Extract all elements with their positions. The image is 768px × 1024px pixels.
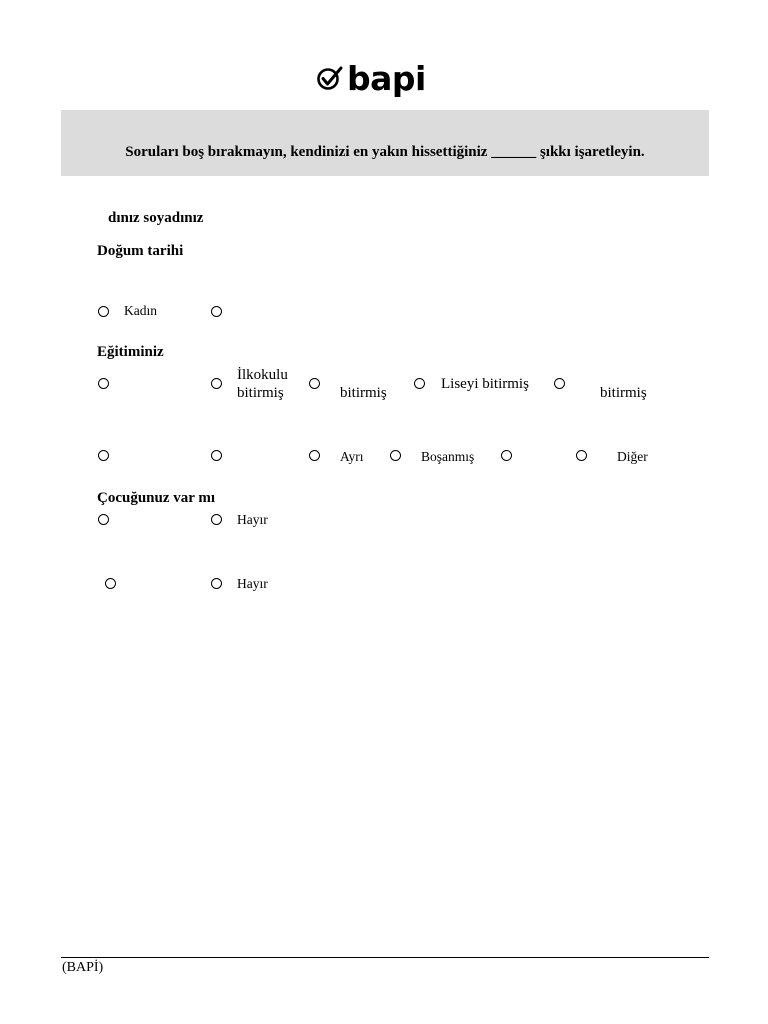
logo-text: bapi: [347, 58, 426, 98]
marital-option-6-label: Diğer: [617, 449, 648, 464]
children-no-label: Hayır: [237, 512, 268, 527]
marital-option-4-label: Boşanmış: [421, 449, 475, 464]
education-option-4-label: Liseyi bitirmiş: [441, 376, 529, 392]
education-label: Eğitiminiz: [97, 344, 164, 360]
education-option-2-line2: bitirmiş: [237, 385, 284, 401]
followup-no-radio[interactable]: [211, 578, 222, 589]
children-label: Çocuğunuz var mı: [97, 490, 216, 506]
name-label: dınız soyadınız: [108, 210, 204, 226]
check-circle-icon: [316, 64, 344, 92]
marital-radio-6[interactable]: [576, 450, 587, 461]
children-yes-radio[interactable]: [98, 514, 109, 525]
marital-radio-1[interactable]: [98, 450, 109, 461]
marital-radio-4[interactable]: [390, 450, 401, 461]
marital-radio-3[interactable]: [309, 450, 320, 461]
gender-radio-2[interactable]: [211, 306, 222, 317]
education-radio-5[interactable]: [554, 378, 565, 389]
education-option-3-label: bitirmiş: [340, 385, 387, 401]
education-radio-2[interactable]: [211, 378, 222, 389]
birth-date-label: Doğum tarihi: [97, 243, 184, 259]
footer-divider: [61, 957, 709, 958]
instruction-banner: [61, 110, 709, 176]
education-option-5-label: bitirmiş: [600, 385, 647, 401]
gender-option-1-label: Kadın: [124, 303, 157, 318]
education-radio-3[interactable]: [309, 378, 320, 389]
instruction-text: Soruları boş bırakmayın, kendinizi en yakın hissettiğiniz ______ şıkkı işaretleyin.: [125, 144, 645, 160]
footer-text: (BAPİ): [62, 960, 104, 975]
followup-yes-radio[interactable]: [105, 578, 116, 589]
education-option-2-line1: İlkokulu: [237, 367, 288, 383]
education-radio-1[interactable]: [98, 378, 109, 389]
marital-radio-2[interactable]: [211, 450, 222, 461]
gender-radio-1[interactable]: [98, 306, 109, 317]
followup-no-label: Hayır: [237, 576, 268, 591]
logo: [316, 58, 426, 98]
marital-radio-5[interactable]: [501, 450, 512, 461]
education-radio-4[interactable]: [414, 378, 425, 389]
marital-option-3-label: Ayrı: [340, 449, 364, 464]
children-no-radio[interactable]: [211, 514, 222, 525]
